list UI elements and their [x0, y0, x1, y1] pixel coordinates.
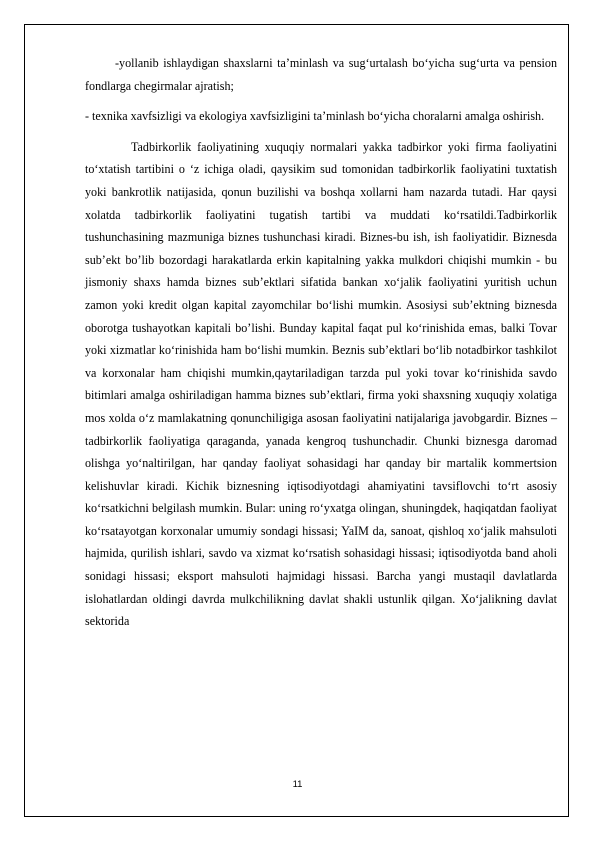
paragraph-safety-measures: - texnika xavfsizligi va ekologiya xavfsizligini ta’minlash bo‘yicha choralarni amalga oshirish.	[85, 109, 545, 124]
document-body	[85, 52, 557, 633]
paragraph-insurance-deductions: -yollanib ishlaydigan shaxslarni ta’minlash va sug‘urtalash bo‘yicha sug‘urta va pension fondlarga chegirmalar ajratish;	[85, 56, 557, 93]
paragraph-business-legal-norms: Tadbirkorlik faoliyatining xuquqiy normalari yakka tadbirkor yoki firma faoliyatini to‘xtatish tartibini o ‘z ichiga oladi, qaysikim sud tomonidan tadbirkorlik faoliyatini tuxtatish yoki bankrotlik natijasida, qonun buzilishi va boshqa xollarni ham nazarda tutadi. Har qaysi xolatda tadbirkorlik faoliyatini tugatish tartibi va muddati ko‘rsatildi.Tadbirkorlik tushunchasining mazmuniga biznes tushunchasi kiradi. Biznes-bu ish, ish faoliyatidir. Biznesda sub’ekt bo’lib bozordagi harakatlarda erkin kapitalning yakka mulkdori chiqishi mumkin - bu jismoniy shaxs hamda biznes sub’ektlari sifatida bankan xo‘jalik faoliyatini yuritish uchun zamon yoki kredit olgan kapital zayomchilar bo‘lishi mumkin. Asosiysi sub’ektning biznesda oborotga tushayotkan kapitali bo’lishi. Bunday kapital faqat pul ko‘rinishida emas, balki Tovar yoki xizmatlar ko‘rinishida ham bo‘lishi mumkin. Beznis sub’ektlari bo‘lib notadbirkor tashkilot va korxonalar ham chiqishi mumkin,qaytariladigan tarzda pul yoki tovar ko‘rinishida savdo bitimlari amalga oshiriladigan hamma biznes sub’ektlari, firma yoki shaxsning xuquqiy xolatiga mos xolda o‘z mamlakatning qonunchiligiga asosan faoliyatini natijalariga javobgardir. Biznes – tadbirkorlik faoliyatiga qaraganda, yanada kengroq tushunchadir. Chunki biznesga daromad olishga yo‘naltirilgan, har qanday faoliyat sohasidagi har qanday bir martalik kommertsion kelishuvlar kiradi. Kichik biznesning iqtisodiyotdagi ahamiyatini tavsiflovchi to‘rt asosiy ko‘rsatkichni belgilash mumkin. Bular: uning ro‘yxatga olingan, shuningdek, haqiqatdan faoliyat ko‘rsatayotgan korxonalar umumiy sondagi hissasi; YaIM da, sanoat, qishloq xo‘jalik mahsuloti hajmida, qurilish ishlari, savdo va xizmat ko‘rsatish sohasidagi hissasi; iqtisodiyotda band aholi sonidagi hissasi; eksport mahsuloti hajmidagi hissasi. Barcha yangi mustaqil davlatlarda islohatlardan oldingi davrda mulkchilikning davlat shakli ustunlik qilgan. Xo‘jalikning davlat sektorida	[85, 139, 557, 629]
page-number: 11	[292, 779, 303, 790]
